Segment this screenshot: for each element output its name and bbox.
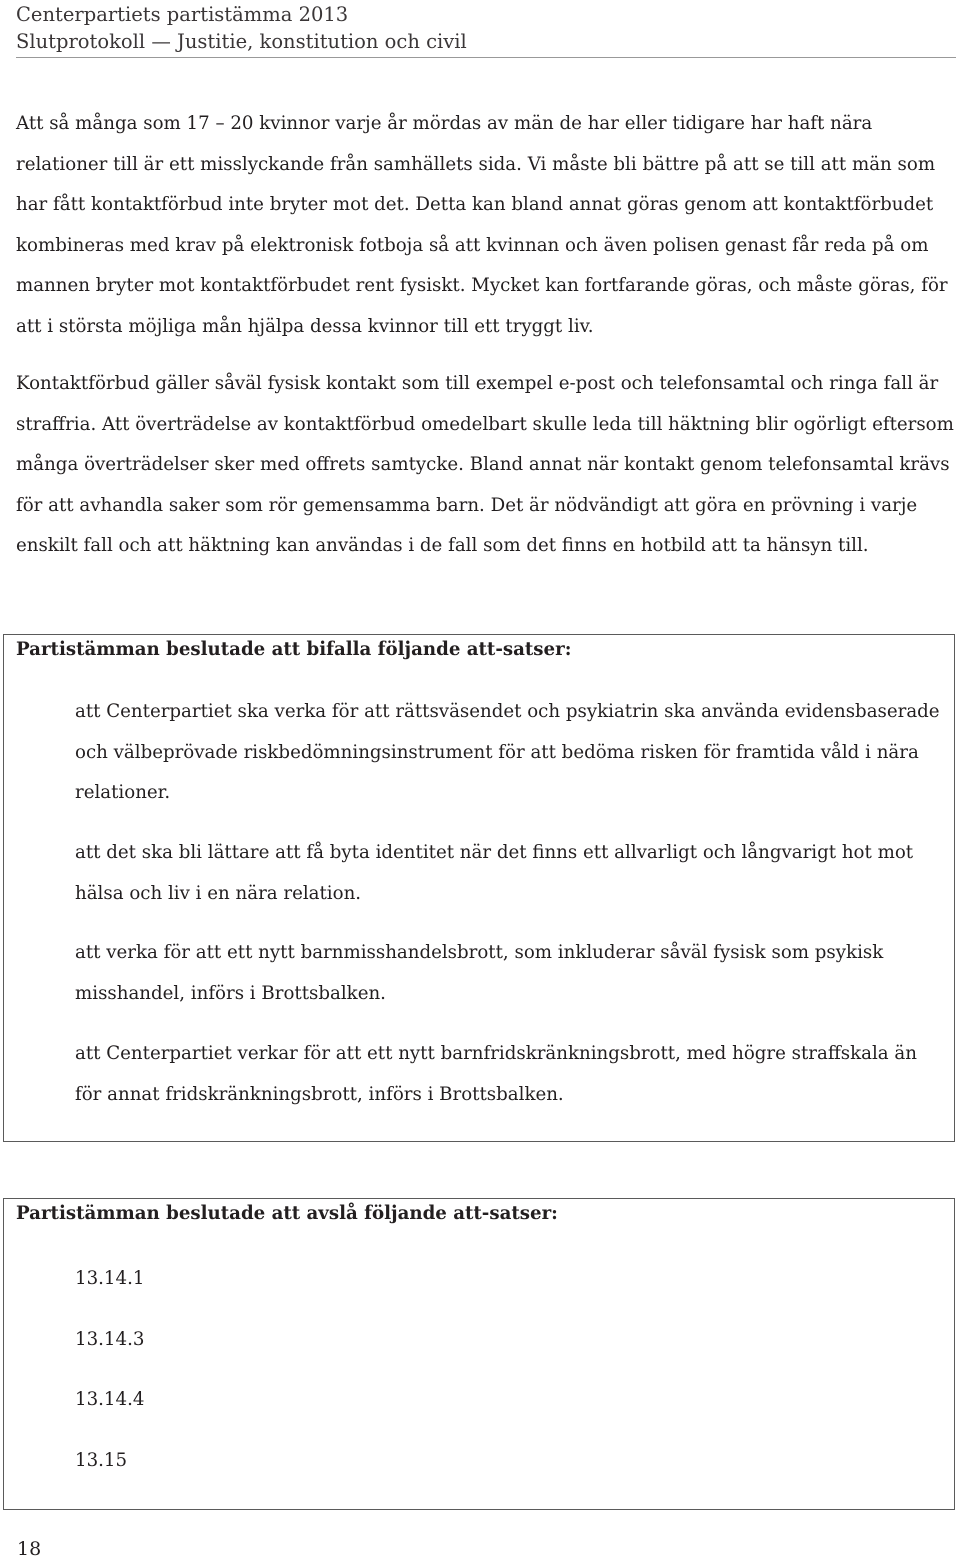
header-divider: [16, 57, 956, 58]
page-header: [16, 1, 467, 55]
rejected-item: 13.14.1: [75, 1268, 145, 1289]
page-number: 18: [17, 1538, 42, 1560]
approved-item: att verka för att ett nytt barnmisshandelsbrott, som inkluderar såväl fysisk som psykisk misshandel, införs i Brottsbalken.: [75, 942, 884, 1004]
approved-title: Partistämman beslutade att bifalla följande att-satser:: [16, 639, 572, 660]
rejected-item: 13.14.4: [75, 1389, 145, 1410]
approved-item: att Centerpartiet ska verka för att rättsväsendet och psykiatrin ska använda evidensbaserade och välbeprövade riskbedömningsinstrument för att bedöma risken för framtida våld i nära relationer.: [75, 701, 940, 803]
header-subtitle: Slutprotokoll — Justitie, konstitution och civil: [16, 30, 467, 53]
body-paragraph-2: Kontaktförbud gäller såväl fysisk kontakt som till exempel e-post och telefonsamtal och ringa fall är straffria. Att överträdelse av kontaktförbud omedelbart skulle leda till häktning blir ogörligt eftersom många överträdelser sker med offrets samtycke. Bland annat när kontakt genom telefonsamtal krävs för att avhandla saker som rör gemensamma barn. Det är nödvändigt att göra en prövning i varje enskilt fall och att häktning kan användas i de fall som det finns en hotbild att ta hänsyn till.: [16, 373, 954, 556]
approved-resolutions-box: [3, 634, 955, 1142]
rejected-resolutions-box: [3, 1198, 955, 1510]
rejected-item: 13.15: [75, 1450, 128, 1471]
approved-item: att det ska bli lättare att få byta identitet när det finns ett allvarligt och långvarigt hot mot hälsa och liv i en nära relation.: [75, 842, 914, 904]
header-title: Centerpartiets partistämma 2013: [16, 3, 349, 26]
body-paragraph-1: Att så många som 17 – 20 kvinnor varje år mördas av män de har eller tidigare har haft nära relationer till är ett misslyckande från samhällets sida. Vi måste bli bättre på att se till att män som har fått kontaktförbud inte bryter mot det. Detta kan bland annat göras genom att kontaktförbudet kombineras med krav på elektronisk fotboja så att kvinnan och även polisen genast får reda på om mannen bryter mot kontaktförbudet rent fysiskt. Mycket kan fortfarande göras, och måste göras, för att i största möjliga mån hjälpa dessa kvinnor till ett tryggt liv.: [16, 113, 948, 337]
rejected-title: Partistämman beslutade att avslå följande att-satser:: [16, 1203, 558, 1224]
approved-item: att Centerpartiet verkar för att ett nytt barnfridskränkningsbrott, med högre straffskala än för annat fridskränkningsbrott, införs i Brottsbalken.: [75, 1043, 917, 1105]
rejected-item: 13.14.3: [75, 1329, 145, 1350]
